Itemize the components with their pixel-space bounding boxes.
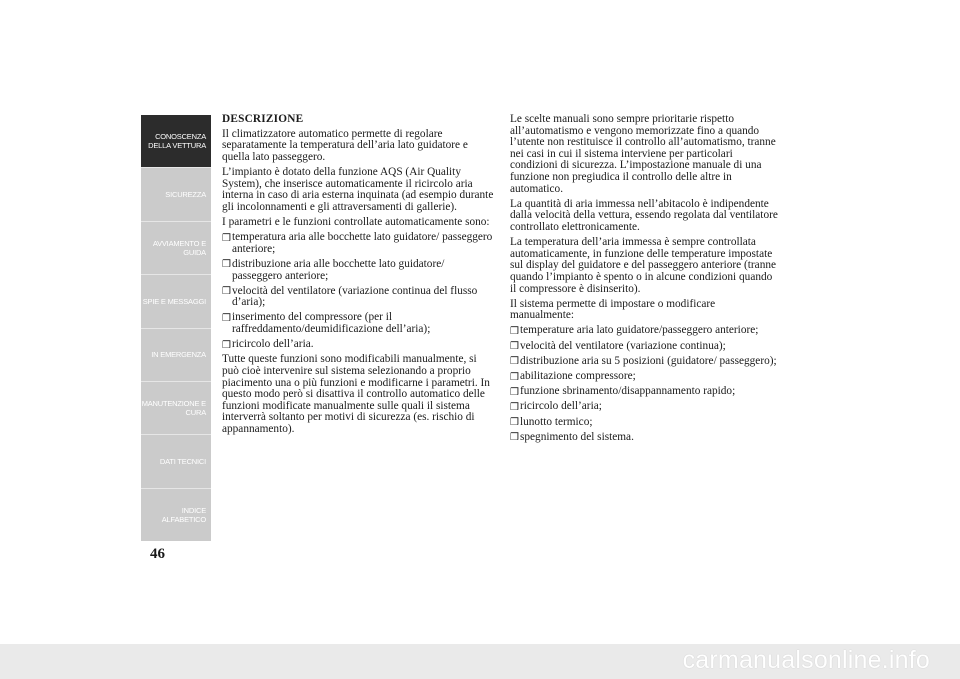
list-item-text: spegnimento del sistema. bbox=[520, 430, 634, 443]
sidebar-item-sicurezza[interactable]: SICUREZZA bbox=[141, 168, 211, 221]
sidebar-item-manutenzione[interactable]: MANUTENZIONE E CURA bbox=[141, 382, 211, 435]
watermark-bar bbox=[0, 644, 960, 679]
paragraph: La temperatura dell’aria immessa è sempre controllata automaticamente, in funzione delle temperature impostate sul display del guidatore e del passeggero anteriore (tranne quando l’impianto è spento o in alcune condizioni quando il compressore è disinserito). bbox=[510, 236, 777, 295]
list-item bbox=[510, 341, 778, 353]
list-item-text: abilitazione compressore; bbox=[520, 370, 636, 383]
paragraph: Il sistema permette di impostare o modificare manualmente: bbox=[510, 297, 716, 322]
paragraph: I parametri e le funzioni controllate automaticamente sono: bbox=[222, 215, 490, 228]
checkbox-bullet-icon: ❒ bbox=[510, 386, 519, 398]
checkbox-bullet-icon: ❒ bbox=[510, 341, 519, 353]
list-item-text: ricircolo dell’aria; bbox=[520, 400, 602, 413]
chapter-sidebar bbox=[141, 115, 211, 541]
checkbox-bullet-icon: ❒ bbox=[222, 232, 231, 244]
list-item-text: distribuzione aria alle bocchette lato guidatore/ passeggero anteriore; bbox=[232, 257, 445, 282]
sidebar-item-dati-tecnici[interactable]: DATI TECNICI bbox=[141, 435, 211, 488]
checkbox-bullet-icon: ❒ bbox=[510, 432, 519, 444]
auto-functions-list bbox=[222, 232, 494, 351]
list-item bbox=[510, 417, 778, 429]
section-heading: DESCRIZIONE bbox=[222, 113, 304, 125]
sidebar-item-avviamento[interactable]: AVVIAMENTO E GUIDA bbox=[141, 222, 211, 275]
list-item bbox=[510, 432, 778, 444]
list-item bbox=[222, 259, 494, 282]
checkbox-bullet-icon: ❒ bbox=[222, 286, 231, 298]
checkbox-bullet-icon: ❒ bbox=[510, 356, 519, 368]
list-item-text: funzione sbrinamento/disappannamento rapido; bbox=[520, 385, 736, 398]
sidebar-item-indice[interactable]: INDICE ALFABETICO bbox=[161, 505, 206, 524]
paragraph: Tutte queste funzioni sono modificabili manualmente, si può cioè intervenire sul sistema selezionando a proprio piacimento una o più funzioni e modificarne i parametri. In questo modo però si disattiva il controllo automatico delle funzioni modificate manualmente sulle quali il sistema interverrà soltanto per motivi di sicurezza (es. rischio di appannamento). bbox=[222, 353, 490, 435]
paragraph: Il climatizzatore automatico permette di regolare separatamente la temperatura dell’aria lato guidatore e quella lato passeggero. bbox=[222, 127, 468, 163]
paragraph: La quantità di aria immessa nell’abitacolo è indipendente dalla velocità della vettura, essendo regolata dal ventilatore controllato elettronicamente. bbox=[510, 197, 778, 233]
list-item-text: temperature aria lato guidatore/passeggero anteriore; bbox=[520, 324, 759, 337]
list-item bbox=[510, 356, 778, 368]
list-item bbox=[222, 339, 494, 351]
left-column bbox=[222, 114, 494, 439]
watermark-text: carmanualsonline.info bbox=[682, 646, 930, 674]
list-item-text: velocità del ventilatore (variazione continua); bbox=[520, 339, 726, 352]
list-item-text: velocità del ventilatore (variazione continua del flusso d’aria); bbox=[232, 284, 478, 309]
list-item bbox=[222, 286, 494, 309]
sidebar-item-emergenza[interactable]: IN EMERGENZA bbox=[141, 329, 211, 382]
page-number: 46 bbox=[150, 546, 165, 562]
list-item-text: distribuzione aria su 5 posizioni (guidatore/ passeggero); bbox=[520, 354, 777, 367]
checkbox-bullet-icon: ❒ bbox=[510, 401, 519, 413]
checkbox-bullet-icon: ❒ bbox=[222, 339, 231, 351]
checkbox-bullet-icon: ❒ bbox=[222, 259, 231, 271]
checkbox-bullet-icon: ❒ bbox=[510, 417, 519, 429]
sidebar-item-spie[interactable]: SPIE E MESSAGGI bbox=[141, 275, 211, 328]
list-item-text: inserimento del compressore (per il raffreddamento/deumidificazione dell’aria); bbox=[232, 311, 431, 336]
manual-functions-list bbox=[510, 325, 778, 443]
list-item bbox=[222, 232, 494, 255]
list-item bbox=[510, 386, 778, 398]
paragraph: Le scelte manuali sono sempre prioritarie rispetto all’automatismo e vengono memorizzate fino a quando l’utente non restituisce il controllo all’automatismo, tranne nei casi in cui il sistema interviene per particolari condizioni di sicurezza. L’impostazione manuale di una funzione non pregiudica il controllo delle altre in automatico. bbox=[510, 113, 776, 195]
checkbox-bullet-icon: ❒ bbox=[510, 325, 519, 337]
checkbox-bullet-icon: ❒ bbox=[510, 371, 519, 383]
list-item-text: ricircolo dell’aria. bbox=[232, 338, 314, 351]
list-item-text: temperatura aria alle bocchette lato guidatore/ passeggero anteriore; bbox=[232, 231, 493, 255]
list-item bbox=[510, 325, 778, 337]
right-column bbox=[510, 114, 778, 447]
checkbox-bullet-icon: ❒ bbox=[222, 312, 231, 324]
sidebar-item-conoscenza[interactable]: CONOSCENZA DELLA VETTURA bbox=[141, 115, 211, 168]
list-item bbox=[222, 312, 494, 335]
list-item bbox=[510, 401, 778, 413]
list-item-text: lunotto termico; bbox=[520, 415, 593, 428]
list-item bbox=[510, 371, 778, 383]
paragraph: L’impianto è dotato della funzione AQS (Air Quality System), che inserisce automaticamente il ricircolo aria interna in caso di aria esterna inquinata (ad esempio durante gli incolonnamenti e gli attraversamenti di gallerie). bbox=[222, 165, 494, 213]
